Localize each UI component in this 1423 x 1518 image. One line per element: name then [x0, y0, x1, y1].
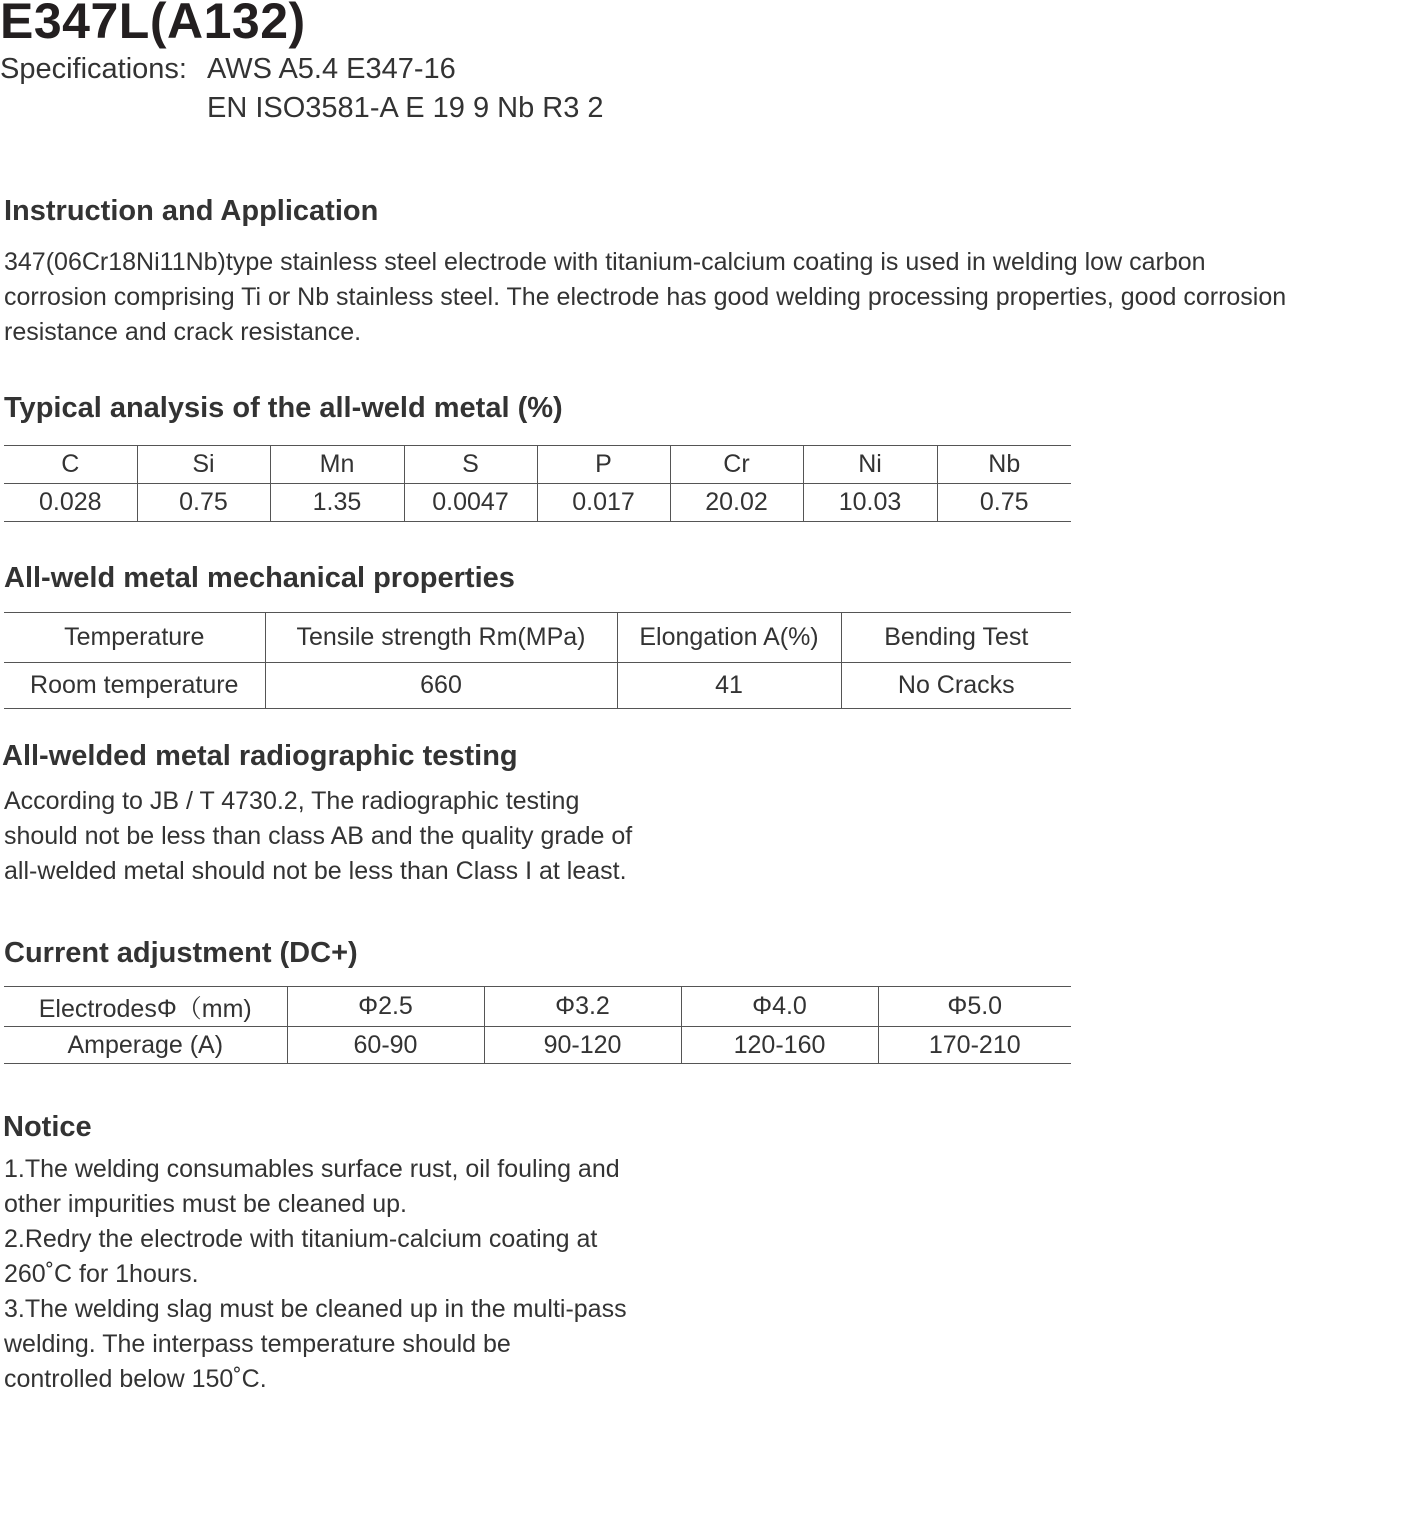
notice-line: other impurities must be cleaned up. — [4, 1190, 407, 1218]
current-header-cell: Φ3.2 — [484, 987, 681, 1027]
current-value-row — [4, 1027, 1071, 1064]
analysis-value-row — [4, 484, 1071, 522]
analysis-value-cell: 1.35 — [270, 484, 404, 522]
mechanical-value-cell: 41 — [617, 663, 841, 709]
specifications-label: Specifications: — [0, 53, 187, 85]
analysis-value-cell: 0.0047 — [404, 484, 537, 522]
mechanical-heading: All-weld metal mechanical properties — [4, 562, 515, 594]
notice-line: 2.Redry the electrode with titanium-calcium coating at — [4, 1225, 598, 1253]
current-value-cell: Amperage (A) — [4, 1027, 287, 1064]
instruction-heading: Instruction and Application — [4, 195, 379, 227]
mechanical-value-cell: 660 — [265, 663, 617, 709]
notice-paragraph — [4, 1152, 627, 1397]
radiographic-line: According to JB / T 4730.2, The radiographic testing — [4, 787, 580, 815]
analysis-header-row — [4, 446, 1071, 484]
specification-aws: AWS A5.4 E347-16 — [207, 53, 456, 85]
mechanical-value-cell: No Cracks — [841, 663, 1071, 709]
current-header-cell: Φ4.0 — [681, 987, 878, 1027]
page-title: E347L(A132) — [0, 0, 306, 49]
analysis-value-cell: 0.028 — [4, 484, 137, 522]
analysis-header-cell: Ni — [803, 446, 937, 484]
mechanical-header-cell: Tensile strength Rm(MPa) — [265, 613, 617, 663]
radiographic-heading: All-welded metal radiographic testing — [2, 740, 518, 772]
instruction-line: resistance and crack resistance. — [4, 318, 362, 346]
current-value-cell: 120-160 — [681, 1027, 878, 1064]
specification-en-iso: EN ISO3581-A E 19 9 Nb R3 2 — [207, 92, 604, 124]
current-header-cell: Φ5.0 — [878, 987, 1071, 1027]
radiographic-line: should not be less than class AB and the quality grade of — [4, 822, 633, 850]
analysis-header-cell: P — [537, 446, 670, 484]
notice-line: 260˚C for 1hours. — [4, 1260, 199, 1288]
analysis-header-cell: Cr — [670, 446, 803, 484]
mechanical-value-row — [4, 663, 1071, 709]
current-header-row — [4, 987, 1071, 1027]
instruction-line: 347(06Cr18Ni11Nb)type stainless steel electrode with titanium-calcium coating is used in welding low carbon — [4, 248, 1206, 276]
analysis-value-cell: 0.75 — [937, 484, 1071, 522]
mechanical-header-cell: Elongation A(%) — [617, 613, 841, 663]
radiographic-line: all-welded metal should not be less than Class I at least. — [4, 857, 627, 885]
mechanical-header-cell: Bending Test — [841, 613, 1071, 663]
radiographic-paragraph — [4, 784, 632, 889]
notice-line: 3.The welding slag must be cleaned up in the multi-pass — [4, 1295, 627, 1323]
mechanical-header-row — [4, 613, 1071, 663]
analysis-header-cell: Mn — [270, 446, 404, 484]
mechanical-value-cell: Room temperature — [4, 663, 265, 709]
current-header-cell: Φ2.5 — [287, 987, 484, 1027]
notice-line: controlled below 150˚C. — [4, 1365, 267, 1393]
analysis-header-cell: Nb — [937, 446, 1071, 484]
analysis-value-cell: 20.02 — [670, 484, 803, 522]
current-table — [4, 986, 1071, 1064]
analysis-value-cell: 0.017 — [537, 484, 670, 522]
analysis-value-cell: 10.03 — [803, 484, 937, 522]
analysis-heading: Typical analysis of the all-weld metal (%) — [4, 392, 563, 424]
notice-heading: Notice — [3, 1111, 92, 1143]
analysis-header-cell: S — [404, 446, 537, 484]
mechanical-header-cell: Temperature — [4, 613, 265, 663]
instruction-line: corrosion comprising Ti or Nb stainless steel. The electrode has good welding processing properties, good corrosion — [4, 283, 1287, 311]
current-value-cell: 90-120 — [484, 1027, 681, 1064]
current-value-cell: 60-90 — [287, 1027, 484, 1064]
notice-line: welding. The interpass temperature should be — [4, 1330, 511, 1358]
current-heading: Current adjustment (DC+) — [4, 937, 358, 969]
current-value-cell: 170-210 — [878, 1027, 1071, 1064]
analysis-header-cell: C — [4, 446, 137, 484]
mechanical-table — [4, 612, 1071, 709]
current-header-cell: ElectrodesΦ（mm) — [4, 987, 287, 1027]
analysis-value-cell: 0.75 — [137, 484, 270, 522]
instruction-paragraph — [4, 245, 1286, 350]
analysis-header-cell: Si — [137, 446, 270, 484]
analysis-table — [4, 445, 1071, 522]
notice-line: 1.The welding consumables surface rust, oil fouling and — [4, 1155, 620, 1183]
